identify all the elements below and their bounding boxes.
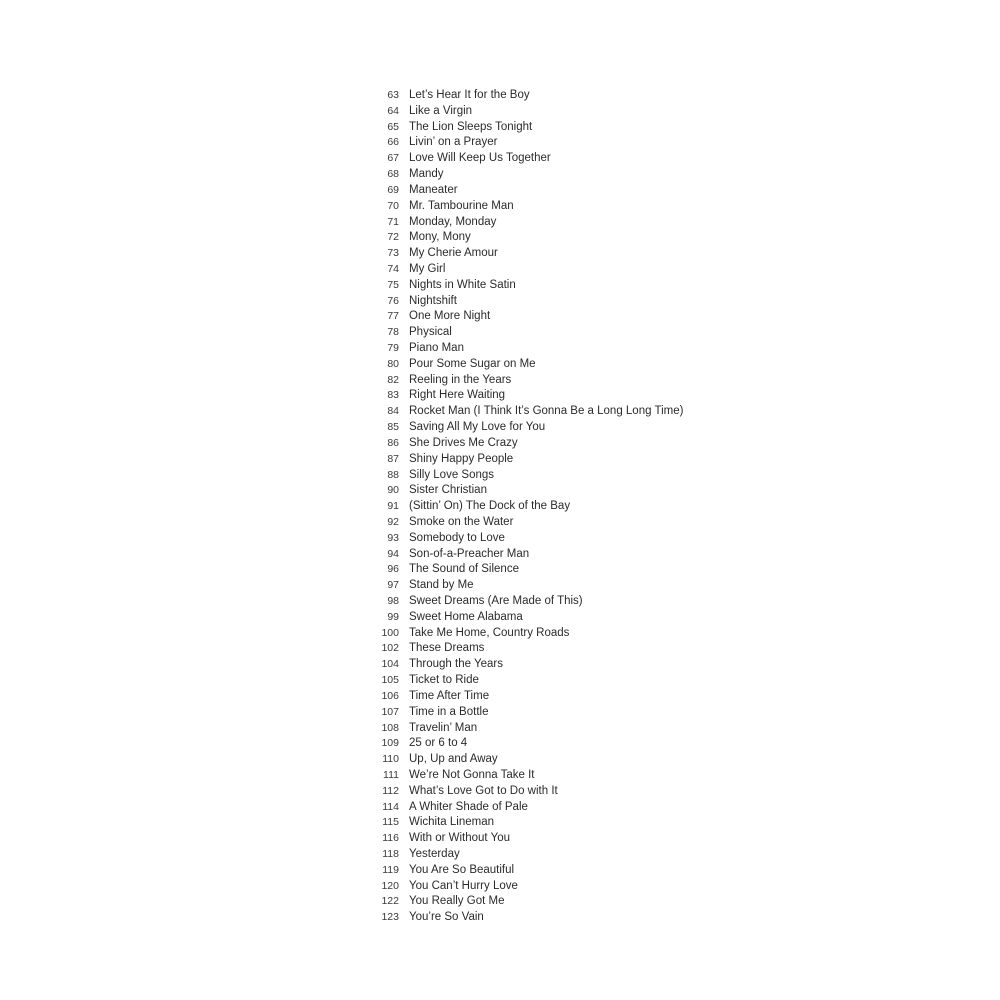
toc-page-number: 94 — [387, 547, 399, 560]
toc-song-title: You Can’t Hurry Love — [409, 879, 518, 892]
toc-page-number: 119 — [382, 863, 399, 876]
toc-page-number: 90 — [387, 484, 399, 497]
toc-page-number: 105 — [381, 674, 399, 687]
toc-page-number: 79 — [387, 342, 399, 354]
toc-song-title: Somebody to Love — [409, 531, 505, 544]
toc-entry — [360, 452, 920, 468]
toc-page-number: 67 — [387, 152, 399, 165]
toc-page-number: 77 — [387, 310, 399, 323]
toc-entry — [360, 752, 920, 768]
toc-page-number: 73 — [387, 247, 399, 260]
toc-song-title: Right Here Waiting — [409, 389, 506, 402]
toc-page-number: 63 — [387, 89, 399, 101]
toc-page-number: 107 — [381, 705, 399, 718]
toc-page-number: 93 — [387, 531, 399, 544]
toc-entry — [360, 246, 920, 262]
toc-page-number: 96 — [387, 563, 399, 576]
toc-page-number: 122 — [381, 895, 399, 908]
toc-page-number: 85 — [387, 421, 399, 434]
toc-song-title: You Are So Beautiful — [409, 863, 515, 876]
toc-entry — [360, 151, 920, 167]
toc-entry — [360, 483, 920, 499]
toc-song-title: Silly Love Songs — [409, 468, 495, 481]
toc-song-title: Let’s Hear It for the Boy — [409, 89, 530, 101]
toc-song-title: Ticket to Ride — [409, 674, 479, 687]
toc-page-number: 100 — [381, 626, 399, 639]
toc-song-title: These Dreams — [409, 642, 485, 655]
toc-song-title: Mr. Tambourine Man — [409, 199, 514, 212]
toc-entry — [360, 768, 920, 784]
toc-song-title: Yesterday — [409, 848, 460, 860]
table-of-contents — [360, 88, 920, 926]
toc-entry — [360, 784, 920, 800]
toc-entry — [360, 341, 920, 357]
toc-page-number: 69 — [387, 183, 399, 196]
toc-entry — [360, 420, 920, 436]
toc-song-title: Pour Some Sugar on Me — [409, 357, 536, 370]
toc-page-number: 83 — [387, 389, 399, 402]
toc-page-number: 111 — [383, 768, 399, 781]
toc-song-title: Time After Time — [409, 689, 490, 702]
toc-entry — [360, 325, 920, 341]
toc-page-number: 97 — [387, 579, 399, 592]
toc-song-title: Sweet Dreams (Are Made of This) — [409, 595, 583, 607]
toc-song-title: Up, Up and Away — [409, 753, 498, 766]
toc-entry — [360, 736, 920, 752]
toc-page-number: 115 — [382, 816, 399, 829]
toc-entry — [360, 230, 920, 246]
toc-entry — [360, 135, 920, 151]
toc-song-title: Time in a Bottle — [409, 705, 489, 718]
toc-page-number: 108 — [381, 721, 399, 734]
toc-song-title: (Sittin’ On) The Dock of the Bay — [409, 500, 571, 513]
toc-entry — [360, 388, 920, 404]
toc-page-number: 66 — [387, 136, 399, 149]
toc-song-title: Livin’ on a Prayer — [409, 136, 498, 149]
toc-page-number: 72 — [387, 231, 399, 244]
toc-page-number: 98 — [387, 595, 399, 607]
toc-song-title: Rocket Man (I Think It’s Gonna Be a Long Long Time) — [409, 405, 684, 418]
toc-song-title: Saving All My Love for You — [409, 421, 546, 434]
toc-entry — [360, 309, 920, 325]
toc-entry — [360, 800, 920, 816]
toc-entry — [360, 626, 920, 642]
toc-song-title: Mony, Mony — [409, 231, 471, 244]
toc-entry — [360, 436, 920, 452]
toc-entry — [360, 278, 920, 294]
toc-page-number: 99 — [387, 610, 399, 623]
toc-song-title: Nightshift — [409, 294, 457, 307]
toc-entry — [360, 547, 920, 563]
toc-page-number: 87 — [387, 452, 399, 465]
toc-page-number: 109 — [381, 737, 399, 750]
toc-page-number: 104 — [381, 658, 399, 671]
toc-entry — [360, 468, 920, 484]
toc-entry — [360, 894, 920, 910]
toc-page-number: 80 — [387, 357, 399, 370]
toc-page-number: 84 — [387, 405, 399, 418]
toc-entry — [360, 104, 920, 120]
toc-entry — [360, 215, 920, 231]
toc-page-number: 110 — [382, 753, 399, 766]
toc-entry — [360, 167, 920, 183]
toc-page-number: 68 — [387, 168, 399, 181]
toc-page-number: 114 — [382, 800, 399, 813]
toc-song-title: One More Night — [409, 310, 491, 323]
toc-entry — [360, 262, 920, 278]
toc-song-title: Physical — [409, 326, 452, 339]
toc-page-number: 116 — [382, 832, 399, 845]
toc-page-number: 65 — [387, 120, 399, 133]
toc-song-title: She Drives Me Crazy — [409, 436, 518, 449]
toc-entry — [360, 404, 920, 420]
toc-song-title: 25 or 6 to 4 — [409, 737, 468, 750]
toc-page-number: 86 — [387, 436, 399, 449]
toc-song-title: Piano Man — [409, 342, 464, 354]
toc-page-number: 112 — [382, 784, 399, 797]
toc-entry — [360, 657, 920, 673]
toc-entry — [360, 562, 920, 578]
toc-page-number: 78 — [387, 326, 399, 339]
toc-song-title: Take Me Home, Country Roads — [409, 626, 570, 639]
toc-song-title: What’s Love Got to Do with It — [409, 784, 558, 797]
toc-song-title: You’re So Vain — [409, 911, 484, 924]
toc-song-title: Wichita Lineman — [409, 816, 495, 829]
toc-entry — [360, 515, 920, 531]
toc-entry — [360, 578, 920, 594]
toc-song-title: Like a Virgin — [409, 104, 473, 117]
toc-entry — [360, 594, 920, 610]
toc-song-title: Travelin’ Man — [409, 721, 478, 734]
toc-entry — [360, 815, 920, 831]
toc-page-number: 70 — [387, 199, 399, 212]
toc-song-title: Love Will Keep Us Together — [409, 152, 551, 165]
toc-entry — [360, 531, 920, 547]
toc-entry — [360, 879, 920, 895]
toc-song-title: Reeling in the Years — [409, 373, 512, 386]
toc-page-number: 75 — [387, 278, 399, 291]
toc-entry — [360, 199, 920, 215]
toc-song-title: Through the Years — [409, 658, 503, 671]
toc-entry — [360, 499, 920, 515]
toc-entry — [360, 610, 920, 626]
toc-page-number: 106 — [381, 689, 399, 702]
toc-song-title: Shiny Happy People — [409, 452, 514, 465]
toc-song-title: We’re Not Gonna Take It — [409, 768, 535, 781]
toc-song-title: Stand by Me — [409, 579, 474, 592]
toc-song-title: Monday, Monday — [409, 215, 497, 228]
toc-song-title: Son-of-a-Preacher Man — [409, 547, 530, 560]
toc-song-title: Mandy — [409, 168, 444, 181]
toc-page-number: 76 — [387, 294, 399, 307]
toc-entry — [360, 673, 920, 689]
toc-entry — [360, 357, 920, 373]
toc-entry — [360, 910, 920, 926]
toc-entry — [360, 294, 920, 310]
toc-song-title: Sister Christian — [409, 484, 487, 497]
toc-page-number: 74 — [387, 262, 399, 275]
toc-song-title: You Really Got Me — [409, 895, 505, 908]
toc-song-title: Nights in White Satin — [409, 278, 516, 291]
toc-song-title: Smoke on the Water — [409, 515, 514, 528]
toc-entry — [360, 120, 920, 136]
toc-entry — [360, 88, 920, 104]
toc-song-title: A Whiter Shade of Pale — [409, 800, 528, 813]
toc-page-number: 123 — [381, 911, 399, 924]
toc-entry — [360, 721, 920, 737]
toc-entry — [360, 863, 920, 879]
toc-page-number: 92 — [387, 515, 399, 528]
toc-song-title: My Girl — [409, 262, 446, 275]
toc-song-title: Maneater — [409, 183, 458, 196]
toc-page-number: 120 — [381, 879, 399, 892]
toc-entry — [360, 689, 920, 705]
toc-song-title: With or Without You — [409, 832, 510, 845]
toc-song-title: The Lion Sleeps Tonight — [409, 120, 533, 133]
toc-page-number: 71 — [387, 215, 399, 228]
toc-entry — [360, 183, 920, 199]
toc-page-number: 64 — [387, 104, 399, 117]
toc-entry — [360, 705, 920, 721]
toc-entry — [360, 373, 920, 389]
toc-page-number: 82 — [387, 373, 399, 386]
toc-entry — [360, 847, 920, 863]
toc-entry — [360, 831, 920, 847]
toc-page-number: 118 — [382, 848, 399, 860]
toc-page-number: 91 — [387, 500, 399, 513]
toc-page-number: 88 — [387, 468, 399, 481]
toc-song-title: My Cherie Amour — [409, 247, 498, 260]
toc-page-number: 102 — [381, 642, 399, 655]
toc-song-title: Sweet Home Alabama — [409, 610, 523, 623]
toc-entry — [360, 641, 920, 657]
toc-song-title: The Sound of Silence — [409, 563, 519, 576]
